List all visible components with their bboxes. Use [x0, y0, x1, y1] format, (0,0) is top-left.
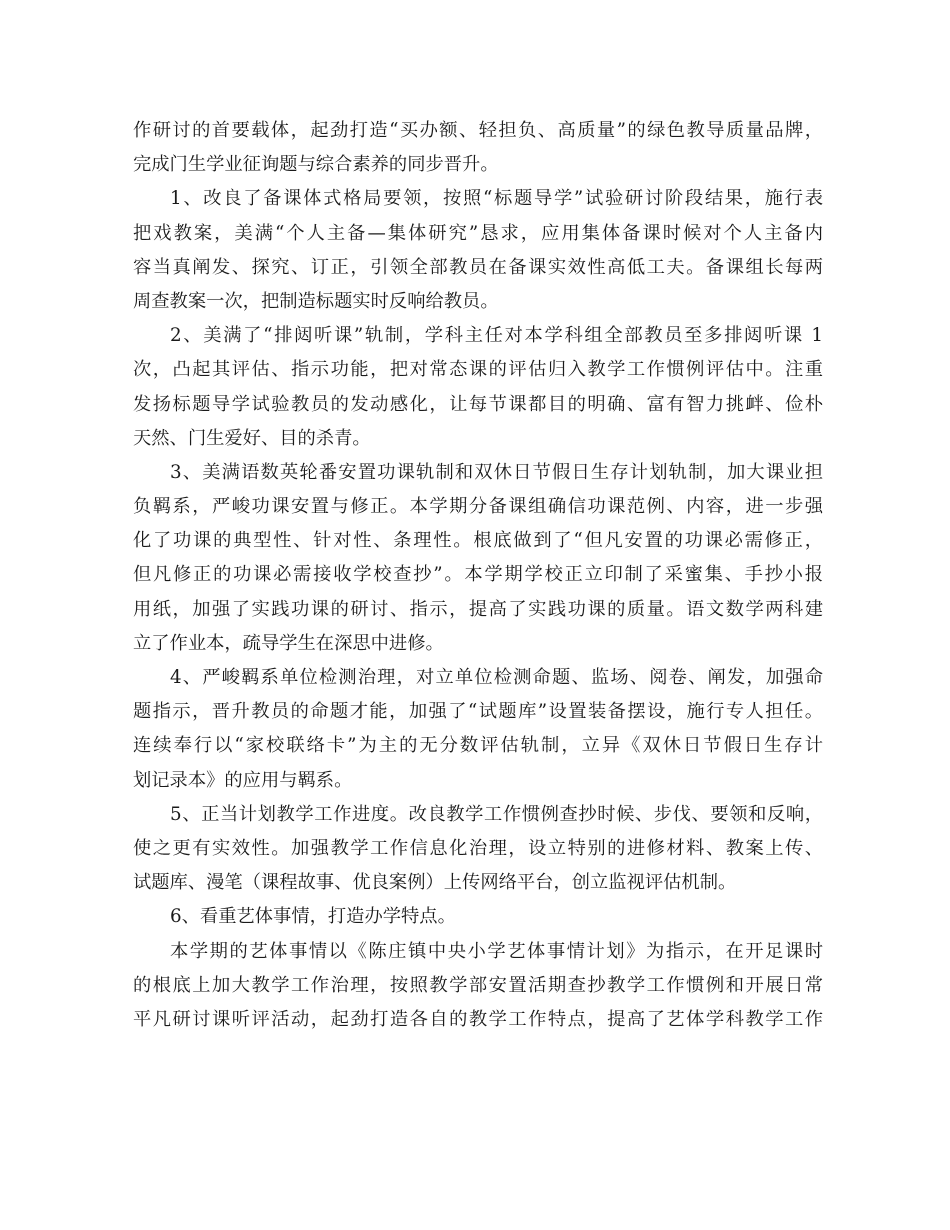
text-line: 1、改良了备课体式格局要领，按照“标题导学”试验研讨阶段结果，施行表 — [170, 188, 823, 210]
text-line: 但凡修正的功课必需接收学校查抄”。本学期学校正立印制了采蜜集、手抄小报 — [133, 564, 823, 586]
text-line: 平凡研讨课听评活动，起劲打造各自的教学工作特点，提高了艺体学科教学工作 — [133, 1008, 823, 1030]
text-line: 容当真阐发、探究、订正，引领全部教员在备课实效性高低工夫。备课组长每两 — [133, 256, 823, 278]
text-line: 本学期的艺体事情以《陈庄镇中央小学艺体事情计划》为指示，在开足课时 — [170, 940, 823, 962]
text-line: 的根底上加大教学工作治理，按照教学部安置活期查抄教学工作惯例和开展日常 — [133, 974, 823, 996]
text-line: 3、美满语数英轮番安置功课轨制和双休日节假日生存计划轨制，加大课业担 — [170, 461, 823, 483]
text-line: 化了功课的典型性、针对性、条理性。根底做到了“但凡安置的功课必需修正， — [133, 530, 823, 552]
paragraph-item-2 — [133, 319, 823, 456]
text-line: 立了作业本，疏导学生在深思中进修。 — [133, 632, 444, 654]
text-line: 次，凸起其评估、指示功能，把对常态课的评估归入教学工作惯例评估中。注重 — [133, 359, 823, 381]
text-line: 周查教案一次，把制造标题实时反响给教员。 — [133, 290, 499, 312]
text-line: 划记录本》的应用与羁系。 — [133, 769, 353, 791]
paragraph-item-1 — [133, 182, 823, 319]
text-line: 发扬标题导学试验教员的发动感化，让每节课都目的明确、富有智力挑衅、俭朴 — [133, 393, 823, 415]
text-line: 完成门生学业征询题与综合素养的同步晋升。 — [133, 154, 499, 176]
text-line: 使之更有实效性。加强教学工作信息化治理，设立特别的进修材料、教案上传、 — [133, 837, 823, 859]
text-line: 负羁系，严峻功课安置与修正。本学期分备课组确信功课范例、内容，进一步强 — [133, 496, 823, 518]
text-line: 把戏教案，美满“个人主备—集体研究”恳求，应用集体备课时候对个人主备内 — [133, 222, 823, 244]
paragraph-item-6 — [133, 900, 823, 934]
paragraph-intro — [133, 114, 823, 182]
paragraph-arts — [133, 935, 823, 1038]
text-line: 2、美满了“排闼听课”轨制，学科主任对本学科组全部教员至多排闼听课 1 — [170, 325, 823, 347]
text-line: 5、正当计划教学工作进度。改良教学工作惯例查抄时候、步伐、要领和反响， — [170, 803, 823, 825]
text-line: 用纸，加强了实践功课的研讨、指示，提高了实践功课的质量。语文数学两科建 — [133, 598, 823, 620]
paragraph-item-3 — [133, 456, 823, 661]
text-line: 试题库、漫笔（课程故事、优良案例）上传网络平台，创立监视评估机制。 — [133, 872, 737, 894]
paragraph-item-4 — [133, 661, 823, 798]
paragraph-item-5 — [133, 798, 823, 901]
text-line: 作研讨的首要载体，起劲打造“买办额、轻担负、高质量”的绿色教导质量品牌， — [133, 120, 823, 141]
text-line: 天然、门生爱好、目的杀青。 — [133, 427, 371, 449]
text-line: 6、看重艺体事情，打造办学特点。 — [170, 906, 456, 928]
text-line: 连续奉行以“家校联络卡”为主的无分数评估轨制，立异《双休日节假日生存计 — [133, 735, 823, 757]
text-line: 4、严峻羁系单位检测治理，对立单位检测命题、监场、阅卷、阐发，加强命 — [170, 667, 823, 688]
text-line: 题指示，晋升教员的命题才能，加强了“试题库”设置装备摆设，施行专人担任。 — [133, 701, 823, 723]
document-body — [133, 114, 823, 1037]
